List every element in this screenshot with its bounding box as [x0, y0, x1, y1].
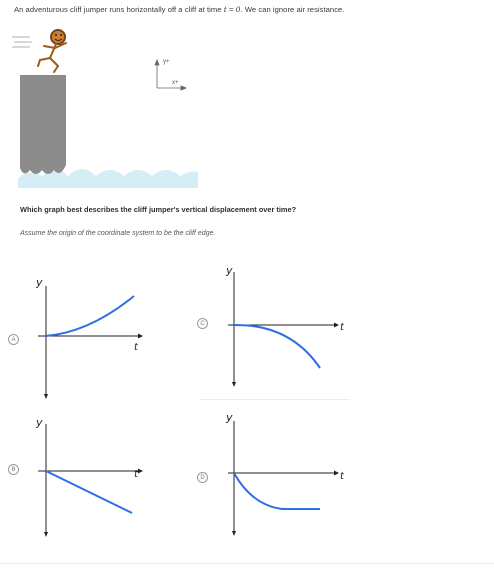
time-value: 0 [235, 5, 241, 14]
t-label-d: t [340, 471, 344, 482]
x-axis-label: x+ [172, 80, 179, 86]
graph-choice-d[interactable] [210, 405, 360, 545]
graph-choice-c[interactable] [210, 258, 360, 398]
curve-b [46, 471, 132, 513]
time-variable: t [223, 5, 227, 14]
y-label-d: y [226, 411, 233, 424]
y-label-a: y [36, 276, 43, 289]
question-text-start: An adventurous cliff jumper runs horizontally off a cliff at time [14, 5, 224, 14]
origin-note: Assume the origin of the coordinate system to be the cliff edge. [20, 230, 216, 237]
curve-a [46, 296, 134, 336]
radio-choice-b[interactable]: B [8, 464, 19, 475]
curve-c [234, 325, 320, 368]
curve-d [234, 473, 320, 509]
graph-choice-a[interactable] [20, 270, 170, 410]
t-label-b: t [134, 469, 138, 480]
bottom-divider [0, 563, 494, 564]
t-label-c: t [340, 322, 344, 333]
question-prompt: Which graph best describes the cliff jumper's vertical displacement over time? [20, 205, 297, 214]
radio-choice-c[interactable]: C [197, 318, 208, 329]
graph-choice-b[interactable] [20, 410, 170, 550]
y-label-c: y [226, 264, 233, 277]
radio-choice-d[interactable]: D [197, 472, 208, 483]
axes-icon [155, 60, 186, 90]
cliff [20, 75, 66, 174]
equals-sign: = [226, 5, 236, 14]
jumper-icon [38, 30, 66, 72]
row-divider [200, 399, 350, 400]
motion-lines-icon [12, 37, 32, 47]
question-text-end: . We can ignore air resistance. [240, 5, 345, 14]
y-axis-label: y+ [163, 59, 170, 65]
cliff-illustration [0, 0, 494, 200]
t-label-a: t [134, 342, 138, 353]
radio-choice-a[interactable]: A [8, 334, 19, 345]
y-label-b: y [36, 416, 43, 429]
